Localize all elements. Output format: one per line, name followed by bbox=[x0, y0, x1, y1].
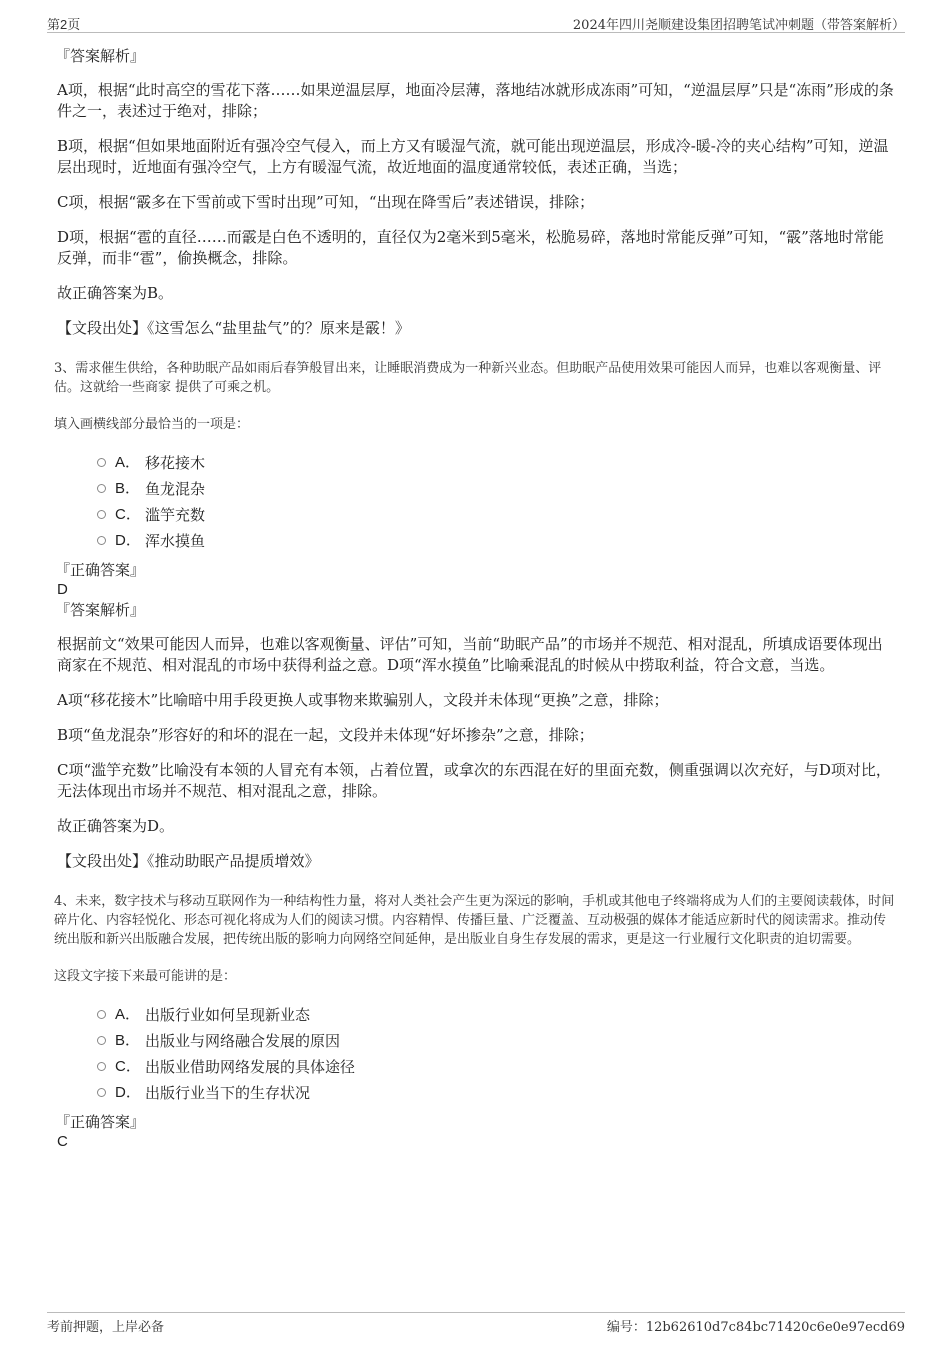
footer-slogan: 考前押题，上岸必备 bbox=[47, 1320, 165, 1335]
option-b[interactable] bbox=[97, 1028, 897, 1054]
text-source: 【文段出处】《推动助眠产品提质增效》 bbox=[57, 852, 320, 870]
option-text: 移花接木 bbox=[145, 454, 206, 472]
radio-icon[interactable] bbox=[97, 458, 106, 467]
question-stem: 4、未来，数字技术与移动互联网作为一种结构性力量，将对人类社会产生更为深远的影响，手机或其他电子终端将成为人们的主要阅读载体，时间碎片化、内容轻悦化、形态可视化将成为人们的阅读习惯。内容精悍、传播巨量、广泛覆盖、互动极强的媒体才能适应新时代的阅读需求。推动传统出版和新兴出版融合发展，把传统出版的影响力向网络空间延伸，是出版业自身生存发展的需求，更是这一行业履行文化职责的迫切需要。 bbox=[54, 894, 895, 947]
option-a[interactable] bbox=[97, 450, 897, 476]
analysis-label: 『答案解析』 bbox=[55, 601, 146, 619]
analysis-paragraph-d: D项，根据“雹的直径……而霰是白色不透明的，直径仅为2毫米到5毫米，松脆易碎，落地时常能反弹”可知，“霰”落地时常能反弹，而非“雹”，偷换概念，排除。 bbox=[57, 228, 884, 267]
page-number: 第2页 bbox=[47, 17, 81, 32]
option-letter: C． bbox=[115, 1058, 141, 1075]
correct-answer: C bbox=[57, 1133, 68, 1150]
radio-icon[interactable] bbox=[97, 536, 106, 545]
analysis-paragraph-c: C项，根据“霰多在下雪前或下雪时出现”可知，“出现在降雪后”表述错误，排除； bbox=[57, 193, 595, 211]
option-letter: D． bbox=[115, 532, 141, 549]
option-d[interactable] bbox=[97, 528, 897, 554]
option-letter: A． bbox=[115, 1006, 141, 1023]
page-content bbox=[54, 46, 897, 1152]
option-letter: A． bbox=[115, 454, 141, 471]
radio-icon[interactable] bbox=[97, 1036, 106, 1045]
q2-analysis bbox=[57, 46, 897, 339]
radio-icon[interactable] bbox=[97, 1088, 106, 1097]
radio-icon[interactable] bbox=[97, 510, 106, 519]
option-text: 鱼龙混杂 bbox=[145, 480, 206, 498]
text-source: 【文段出处】《这雪怎么“盐里盐气”的？原来是霰！》 bbox=[57, 319, 410, 337]
page-footer bbox=[47, 1312, 905, 1335]
analysis-paragraph-c: C项“滥竽充数”比喻没有本领的人冒充有本领，占着位置，或拿次的东西混在好的里面充数，侧重强调以次充好，与D项对比，无法体现出市场并不规范、相对混乱之意，排除。 bbox=[57, 761, 891, 800]
question-4 bbox=[54, 892, 897, 1152]
analysis-conclusion: 故正确答案为B。 bbox=[57, 284, 174, 302]
analysis-paragraph-main: 根据前文“效果可能因人而异，也难以客观衡量、评估”可知，当前“助眠产品”的市场并不规范、相对混乱，所填成语要体现出商家在不规范、相对混乱的市场中获得利益之意。D项“浑水摸鱼”比喻乘混乱的时候从中捞取利益，符合文意，当选。 bbox=[57, 635, 883, 674]
option-b[interactable] bbox=[97, 476, 897, 502]
option-text: 出版业与网络融合发展的原因 bbox=[145, 1032, 341, 1050]
option-letter: C． bbox=[115, 506, 141, 523]
answer-label: 『正确答案』 bbox=[55, 561, 146, 579]
analysis-conclusion: 故正确答案为D。 bbox=[57, 817, 175, 835]
option-c[interactable] bbox=[97, 1054, 897, 1080]
document-code: 编号：12b62610d7c84bc71420c6e0e97ecd69 bbox=[606, 1320, 905, 1335]
option-text: 出版行业当下的生存状况 bbox=[145, 1084, 311, 1102]
option-list bbox=[97, 450, 897, 554]
correct-answer: D bbox=[57, 581, 68, 598]
analysis-paragraph-a: A项，根据“此时高空的雪花下落……如果逆温层厚，地面冷层薄，落地结冰就形成冻雨”可知，“逆温层厚”只是“冻雨”形成的条件之一，表述过于绝对，排除； bbox=[57, 81, 894, 120]
analysis-paragraph-b: B项，根据“但如果地面附近有强冷空气侵入，而上方又有暖湿气流，就可能出现逆温层，形成冷-暖-冷的夹心结构”可知，逆温层出现时，近地面有强冷空气，上方有暖湿气流，故近地面的温度通常较低，表述正确，当选； bbox=[57, 137, 889, 176]
option-list bbox=[97, 1002, 897, 1106]
option-letter: D． bbox=[115, 1084, 141, 1101]
analysis-label: 『答案解析』 bbox=[55, 47, 146, 65]
question-stem: 3、需求催生供给，各种助眠产品如雨后春笋般冒出来，让睡眠消费成为一种新兴业态。但助眠产品使用效果可能因人而异，也难以客观衡量、评估。这就给一些商家 提供了可乘之机。 bbox=[54, 361, 882, 395]
answer-label: 『正确答案』 bbox=[55, 1113, 146, 1131]
radio-icon[interactable] bbox=[97, 484, 106, 493]
option-letter: B． bbox=[115, 480, 141, 497]
question-prompt: 填入画横线部分最恰当的一项是： bbox=[54, 417, 250, 432]
analysis-paragraph-a: A项“移花接木”比喻暗中用手段更换人或事物来欺骗别人，文段并未体现“更换”之意，排除； bbox=[57, 691, 669, 709]
option-d[interactable] bbox=[97, 1080, 897, 1106]
option-a[interactable] bbox=[97, 1002, 897, 1028]
option-text: 浑水摸鱼 bbox=[145, 532, 206, 550]
question-3 bbox=[54, 359, 897, 872]
option-letter: B． bbox=[115, 1032, 141, 1049]
option-c[interactable] bbox=[97, 502, 897, 528]
option-text: 出版行业如何呈现新业态 bbox=[145, 1006, 311, 1024]
question-prompt: 这段文字接下来最可能讲的是： bbox=[54, 969, 237, 984]
page-header bbox=[47, 12, 905, 33]
document-title: 2024年四川尧顺建设集团招聘笔试冲刺题（带答案解析） bbox=[572, 18, 905, 33]
radio-icon[interactable] bbox=[97, 1062, 106, 1071]
radio-icon[interactable] bbox=[97, 1010, 106, 1019]
analysis-paragraph-b: B项“鱼龙混杂”形容好的和坏的混在一起，文段并未体现“好坏掺杂”之意，排除； bbox=[57, 726, 594, 744]
option-text: 出版业借助网络发展的具体途径 bbox=[145, 1058, 356, 1076]
option-text: 滥竽充数 bbox=[145, 506, 206, 524]
